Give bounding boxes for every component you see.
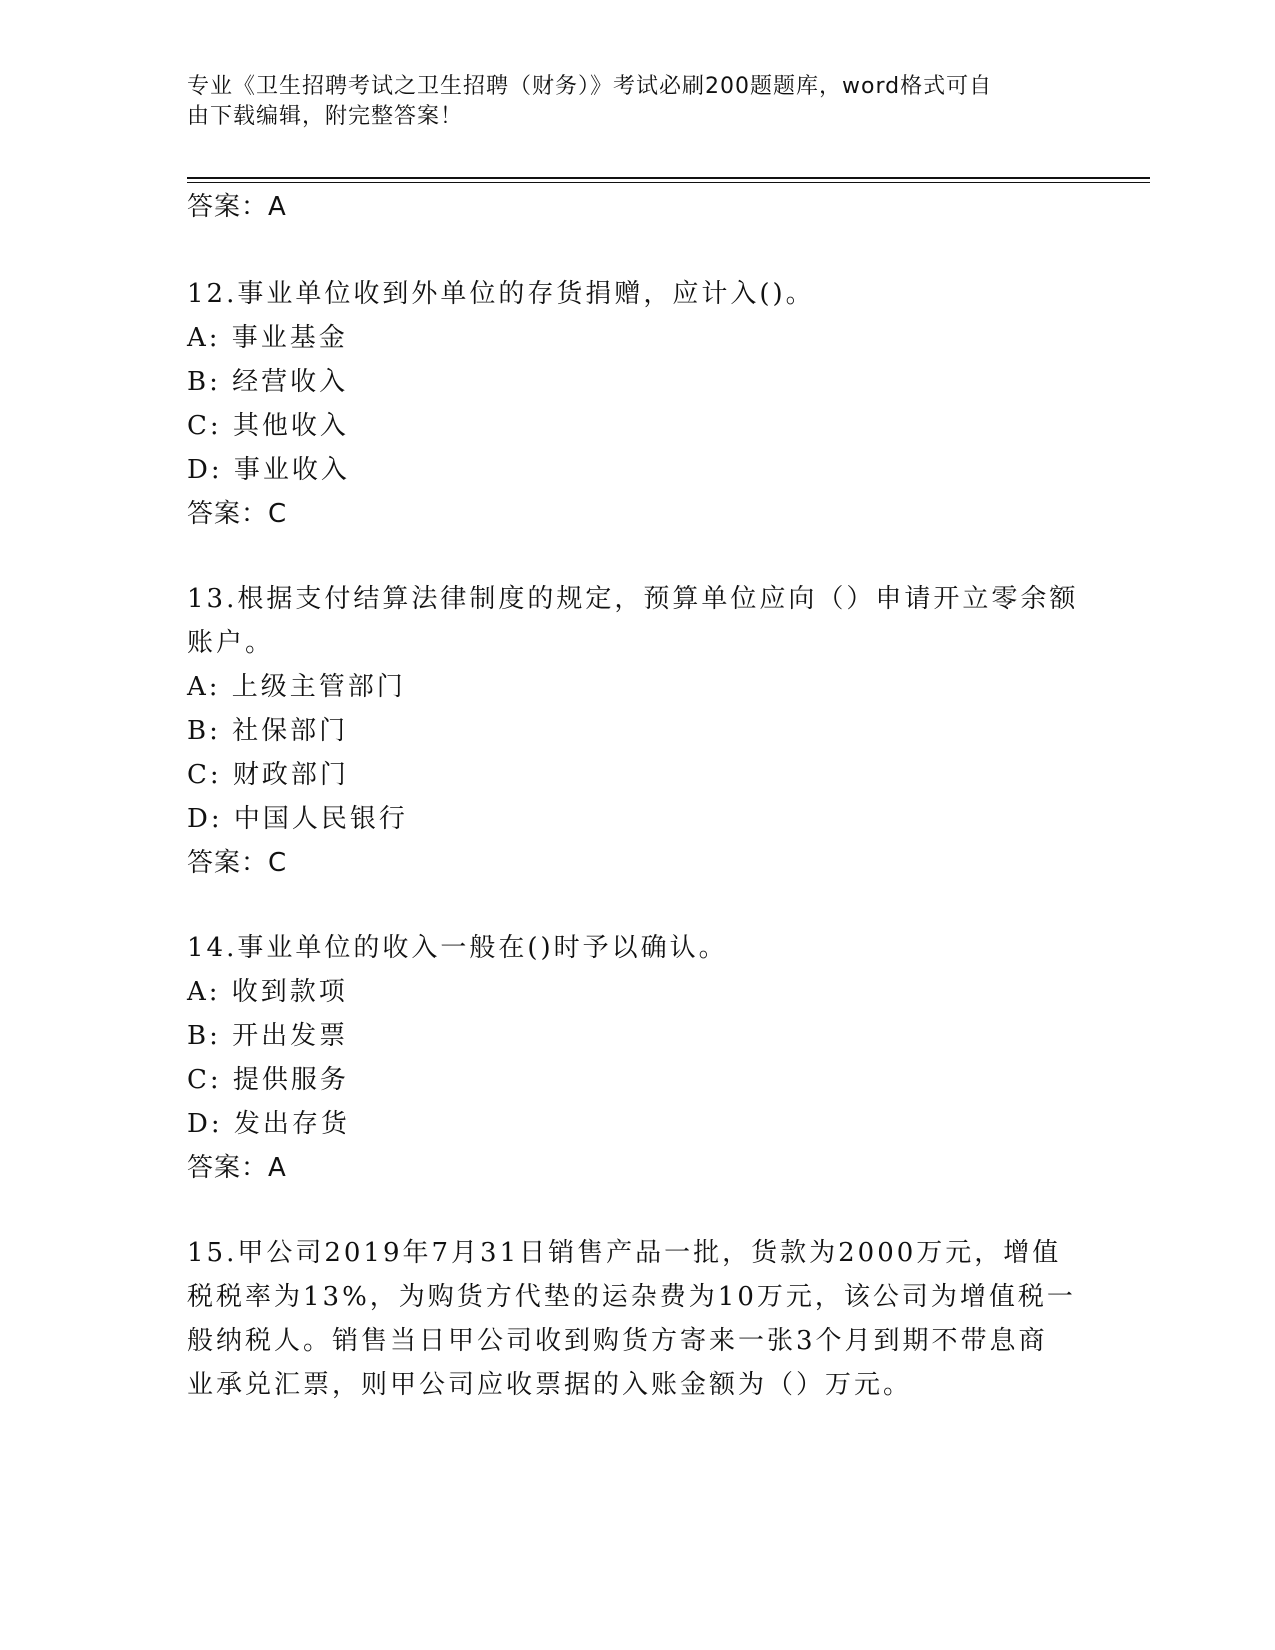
previous-answer: 答案：A	[187, 192, 287, 222]
question-text: 14.事业单位的收入一般在()时予以确认。	[187, 933, 728, 963]
option-c: C: 财政部门	[187, 760, 349, 790]
question-text-line-1: 13.根据支付结算法律制度的规定，预算单位应向（）申请开立零余额	[187, 584, 1079, 614]
option-d: D: 事业收入	[187, 455, 350, 485]
question-text-line-1: 15.甲公司2019年7月31日销售产品一批，货款为2000万元，增值	[187, 1238, 1062, 1268]
question-text-line-2: 税税率为13%，为购货方代垫的运杂费为10万元，该公司为增值税一	[187, 1282, 1076, 1312]
option-d: D: 发出存货	[187, 1109, 350, 1139]
option-a: A: 事业基金	[187, 323, 348, 353]
document-title	[187, 72, 1067, 132]
option-b: B: 开出发票	[187, 1021, 349, 1051]
option-c: C: 其他收入	[187, 411, 349, 441]
option-b: B: 社保部门	[187, 716, 349, 746]
title-line-1: 专业《卫生招聘考试之卫生招聘（财务）》考试必刷200题题库，word格式可自	[187, 74, 993, 99]
option-d: D: 中国人民银行	[187, 804, 408, 834]
header-divider-thick	[187, 177, 1150, 179]
title-line-2: 由下载编辑，附完整答案！	[187, 104, 464, 129]
question-text-line-2: 账户。	[187, 628, 275, 658]
option-a: A: 收到款项	[187, 977, 348, 1007]
question-text-line-4: 业承兑汇票，则甲公司应收票据的入账金额为（）万元。	[187, 1370, 913, 1400]
answer: 答案：C	[187, 848, 288, 878]
option-c: C: 提供服务	[187, 1065, 349, 1095]
answer: 答案：C	[187, 499, 288, 529]
header-divider-thin	[187, 182, 1150, 183]
option-a: A: 上级主管部门	[187, 672, 406, 702]
question-text-line-3: 般纳税人。销售当日甲公司收到购货方寄来一张3个月到期不带息商	[187, 1326, 1048, 1356]
option-b: B: 经营收入	[187, 367, 349, 397]
question-text: 12.事业单位收到外单位的存货捐赠，应计入()。	[187, 279, 815, 309]
answer: 答案：A	[187, 1153, 287, 1183]
